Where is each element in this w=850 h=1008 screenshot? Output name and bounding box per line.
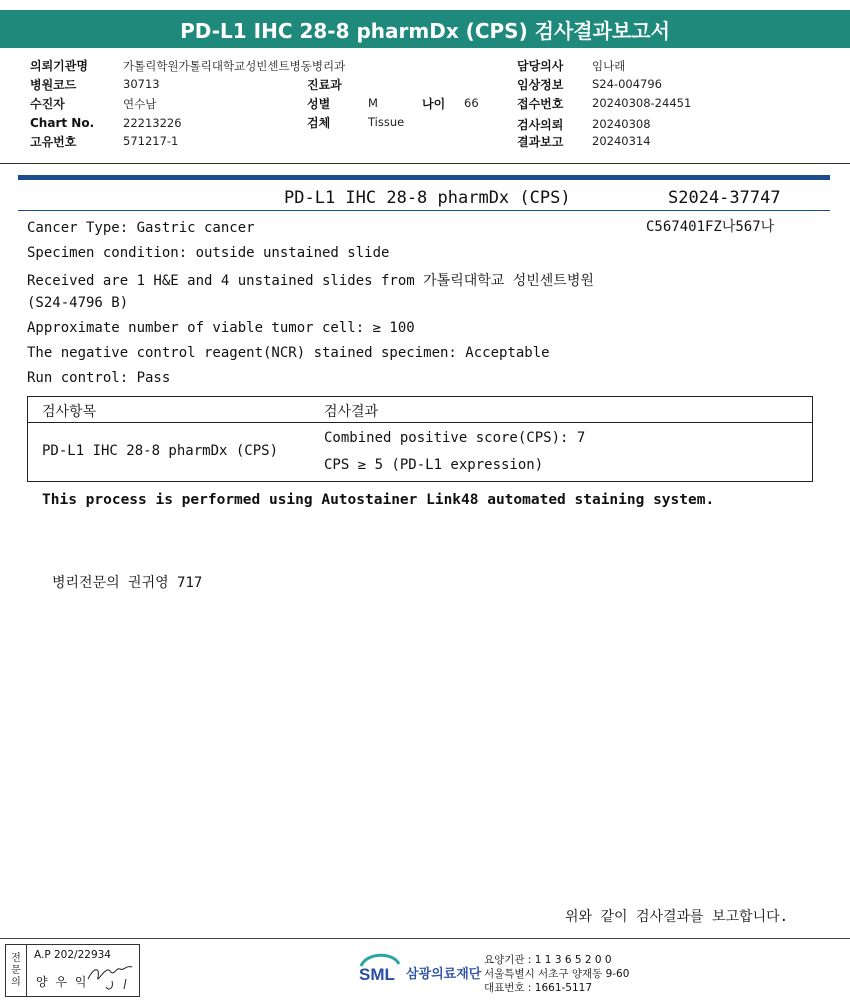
blue-rule-top: [18, 175, 830, 180]
report-date-value: 20240314: [592, 134, 651, 148]
hospital-code-label: 병원코드: [30, 78, 77, 92]
org-phone: 대표번호 : 1661-5117: [484, 982, 593, 994]
receipt-no-label: 접수번호: [517, 97, 564, 111]
org-address: 서울특별시 서초구 양재동 9-60: [484, 968, 630, 980]
stamp-vertical-label: [6, 945, 27, 996]
specialist-stamp: [5, 944, 140, 997]
handwritten-signature-icon: [86, 959, 138, 993]
chart-no-label: Chart No.: [30, 116, 95, 130]
table-head-result: 검사결과: [324, 404, 379, 420]
recipient-value: 연수남: [123, 97, 157, 111]
tumor-cell-line: Approximate number of viable tumor cell: ≥ 100: [27, 320, 415, 336]
doctor-label: 담당의사: [517, 59, 564, 73]
stamp-char-1: 전: [11, 952, 21, 964]
cancer-type-line: Cancer Type: Gastric cancer: [27, 220, 255, 236]
result-table: [27, 396, 813, 482]
hospital-code-value: 30713: [123, 77, 160, 91]
stamp-license: A.P 202/22934: [34, 949, 111, 961]
report-date-label: 결과보고: [517, 135, 564, 149]
recipient-label: 수진자: [30, 97, 65, 111]
received-line: Received are 1 H&E and 4 unstained slides from 가톨릭대학교 성빈센트병원: [27, 273, 594, 289]
table-result-expression: CPS ≥ 5 (PD-L1 expression): [324, 457, 544, 473]
test-code: C567401FZ나567나: [646, 219, 775, 235]
logo-name: 삼광의료재단: [406, 967, 482, 982]
stamp-char-2: 문: [11, 964, 21, 976]
logo-abbr: SML: [359, 965, 395, 984]
clinical-info-label: 임상정보: [517, 78, 564, 92]
stamp-char-3: 의: [11, 976, 21, 988]
blue-rule-bottom: [18, 210, 830, 211]
closing-statement: 위와 같이 검사결과를 보고합니다.: [565, 909, 789, 925]
specimen-condition-line: Specimen condition: outside unstained slide: [27, 245, 390, 261]
pathologist-signature: 병리전문의 권귀영 717: [52, 575, 203, 591]
table-item: PD-L1 IHC 28-8 pharmDx (CPS): [42, 443, 279, 459]
test-id: S2024-37747: [668, 188, 781, 208]
stamp-name: 양 우 익: [36, 975, 89, 989]
age-value: 66: [464, 96, 479, 110]
table-result-score: Combined positive score(CPS): 7: [324, 430, 586, 446]
unique-no-label: 고유번호: [30, 135, 77, 149]
doctor-value: 임나래: [592, 59, 626, 73]
sex-label: 성별: [307, 97, 331, 111]
institution-value: 가톨릭학원가톨릭대학교성빈센트병동병리과: [123, 59, 346, 73]
department-label: 진료과: [307, 78, 342, 92]
org-code: 요양기관 : 1 1 3 6 5 2 0 0: [484, 954, 612, 966]
footer-divider: [0, 938, 850, 939]
table-header-divider: [28, 422, 812, 423]
request-date-value: 20240308: [592, 117, 651, 131]
receipt-no-value: 20240308-24451: [592, 96, 692, 110]
run-control-line: Run control: Pass: [27, 370, 171, 386]
ncr-line: The negative control reagent(NCR) stained specimen: Acceptable: [27, 345, 550, 361]
chart-no-value: 22213226: [123, 116, 182, 130]
process-note: This process is performed using Autostainer Link48 automated staining system.: [42, 492, 715, 508]
report-banner: [0, 10, 850, 48]
slide-id-line: (S24-4796 B): [27, 295, 129, 311]
table-head-item: 검사항목: [42, 404, 97, 420]
clinical-info-value: S24-004796: [592, 77, 662, 91]
specimen-label: 검체: [307, 116, 331, 130]
unique-no-value: 571217-1: [123, 134, 179, 148]
specimen-value: Tissue: [368, 115, 405, 129]
institution-label: 의뢰기관명: [30, 59, 88, 73]
header-divider: [0, 163, 850, 164]
test-title: PD-L1 IHC 28-8 pharmDx (CPS): [284, 188, 571, 208]
report-banner-title: PD-L1 IHC 28-8 pharmDx (CPS) 검사결과보고서: [180, 18, 670, 43]
sml-logo-icon: [357, 950, 403, 990]
request-date-label: 검사의뢰: [517, 118, 564, 132]
age-label: 나이: [422, 97, 446, 111]
sex-value: M: [368, 96, 378, 110]
